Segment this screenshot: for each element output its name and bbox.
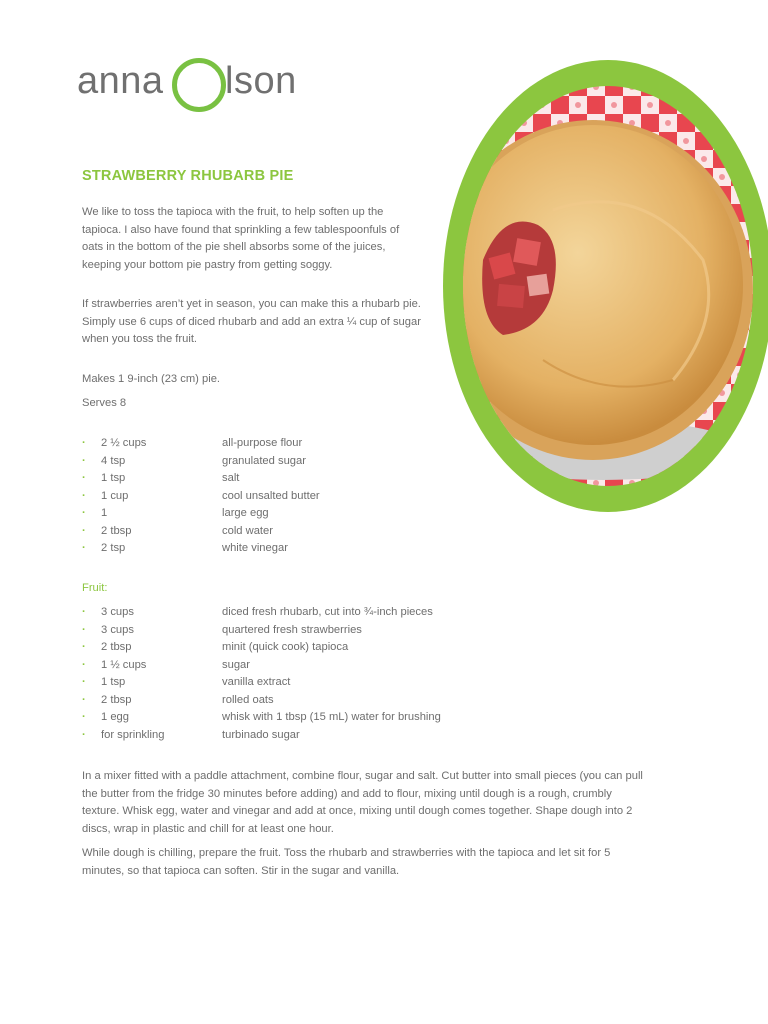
ingredient-name: cool unsalted butter <box>222 489 320 502</box>
ingredient-name: turbinado sugar <box>222 728 300 741</box>
ingredient-quantity: 2 ½ cups <box>101 437 147 449</box>
ingredient-quantity: 1 cup <box>101 489 129 502</box>
bullet-icon: · <box>82 641 86 653</box>
logo-text-first: anna <box>77 60 164 102</box>
ingredient-quantity: for sprinkling <box>101 728 165 741</box>
ingredient-name: salt <box>222 472 240 484</box>
ingredient-quantity: 2 tbsp <box>101 524 132 537</box>
pie-photo <box>443 60 768 512</box>
intro-paragraph-1: We like to toss the tapioca with the fruit, to help soften up the tapioca. I also have found that sprinkling a few tablespoonfuls of oats in the bottom of the pie shell absorbs some of the juices, keeping your bottom pie pastry from getting soggy. <box>82 206 400 271</box>
bullet-icon: · <box>82 658 86 671</box>
bullet-icon: · <box>82 524 86 537</box>
ingredient-name: granulated sugar <box>222 454 306 467</box>
ingredient-quantity: 2 tbsp <box>101 641 132 653</box>
bullet-icon: · <box>82 693 86 706</box>
method-paragraph-2: While dough is chilling, prepare the fruit. Toss the rhubarb and strawberries with the tapioca and let sit for 5 minutes, so that tapioca can soften. Stir in the sugar and vanilla. <box>82 847 611 877</box>
bullet-icon: · <box>82 489 86 502</box>
intro-paragraph-2: If strawberries aren’t yet in season, you can make this a rhubarb pie. Simply use 6 cups of diced rhubarb and add an extra ¼ cup of sugar when you toss the fruit. <box>82 298 421 345</box>
ingredient-quantity: 3 cups <box>101 623 134 636</box>
ingredient-quantity: 1 egg <box>101 711 129 723</box>
logo-text-second: lson <box>225 60 297 102</box>
ingredient-quantity: 4 tsp <box>101 454 126 467</box>
bullet-icon: · <box>82 472 86 484</box>
ingredient-name: all-purpose flour <box>222 437 303 449</box>
ingredient-name: vanilla extract <box>222 676 291 688</box>
ingredient-name: large egg <box>222 507 269 519</box>
ingredient-quantity: 2 tbsp <box>101 693 132 706</box>
ingredient-quantity: 1 ½ cups <box>101 658 147 671</box>
ingredient-name: whisk with 1 tbsp (15 mL) water for brushing <box>222 711 441 723</box>
pie-photo-illustration <box>443 60 768 512</box>
ingredient-name: white vinegar <box>222 542 288 554</box>
ingredient-name: rolled oats <box>222 693 274 706</box>
bullet-icon: · <box>82 507 86 519</box>
fruit-section-heading: Fruit: <box>82 582 108 594</box>
bullet-icon: · <box>82 606 86 618</box>
recipe-title: STRAWBERRY RHUBARB PIE <box>82 168 294 184</box>
method-paragraph-1: In a mixer fitted with a paddle attachment, combine flour, sugar and salt. Cut butter into small pieces (you can pull the butter from the fridge 30 minutes before adding) and add to flour, mixing until dough is a rough, crumbly texture. Whisk egg, water and vinegar and add at once, mixing until dough comes together. Shape dough into 2 discs, wrap in plastic and chill for at least one hour. <box>82 770 643 835</box>
ingredient-quantity: 2 tsp <box>101 542 126 554</box>
ingredient-name: cold water <box>222 524 273 537</box>
bullet-icon: · <box>82 676 86 688</box>
bullet-icon: · <box>82 711 86 723</box>
yield-makes: Makes 1 9-inch (23 cm) pie. <box>82 373 221 385</box>
ingredient-name: sugar <box>222 658 250 671</box>
logo-o-ring-icon <box>172 58 226 112</box>
bullet-icon: · <box>82 542 86 554</box>
ingredient-name: quartered fresh strawberries <box>222 623 362 636</box>
ingredient-quantity: 1 tsp <box>101 472 126 484</box>
yield-serves: Serves 8 <box>82 397 127 409</box>
ingredient-quantity: 1 <box>101 507 108 519</box>
bullet-icon: · <box>82 437 86 449</box>
ingredient-name: diced fresh rhubarb, cut into ¾-inch pieces <box>222 606 433 618</box>
ingredient-quantity: 1 tsp <box>101 676 126 688</box>
bullet-icon: · <box>82 454 86 467</box>
ingredient-name: minit (quick cook) tapioca <box>222 641 349 653</box>
bullet-icon: · <box>82 728 86 741</box>
anna-olson-logo <box>77 58 307 114</box>
ingredient-quantity: 3 cups <box>101 606 134 618</box>
bullet-icon: · <box>82 623 86 636</box>
